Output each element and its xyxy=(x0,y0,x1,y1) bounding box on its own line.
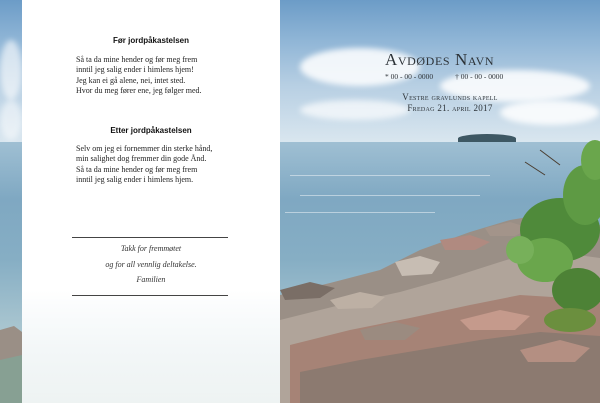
ceremony-date: Fredag 21. april 2017 xyxy=(407,103,493,113)
deceased-name: Avdødes Navn xyxy=(385,50,495,69)
left-page-panel xyxy=(22,0,280,403)
section-heading-before-burial: Før jordpåkastelsen xyxy=(112,36,190,45)
chapel-name: Vestre gravlunds kapell xyxy=(402,92,498,102)
birth-date: * 00 - 00 - 0000 xyxy=(385,72,434,81)
verse-line: inntil jeg salig ender i himlens hjem! xyxy=(76,65,194,75)
divider-top xyxy=(72,237,228,238)
life-dates xyxy=(385,72,525,81)
verse-line: min salighet dog fremmer din gode Ånd. xyxy=(76,154,207,164)
divider-bottom xyxy=(72,295,228,296)
verse-line: Selv om jeg ei fornemmer din sterke hånd, xyxy=(76,144,213,153)
thanks-signature: Familien xyxy=(136,275,166,284)
thanks-note xyxy=(22,241,280,288)
thanks-line: Takk for fremmøtet xyxy=(120,244,182,253)
death-date: † 00 - 00 - 0000 xyxy=(455,72,504,81)
verse-line: Så ta da mine hender og før meg frem xyxy=(76,55,198,64)
verse-line: Hvor du meg fører ene, jeg følger med. xyxy=(76,86,202,96)
verse-before-burial xyxy=(76,55,276,97)
verse-line: Jeg kan ei gå alene, nei, intet sted. xyxy=(76,75,186,85)
verse-line: Så ta da mine hender og før meg frem xyxy=(76,164,198,174)
section-heading-after-burial: Etter jordpåkastelsen xyxy=(110,126,192,135)
verse-after-burial xyxy=(76,144,276,186)
thanks-line: og for all vennlig deltakelse. xyxy=(105,259,197,269)
verse-line: inntil jeg salig ender i himlens hjem. xyxy=(76,175,194,185)
